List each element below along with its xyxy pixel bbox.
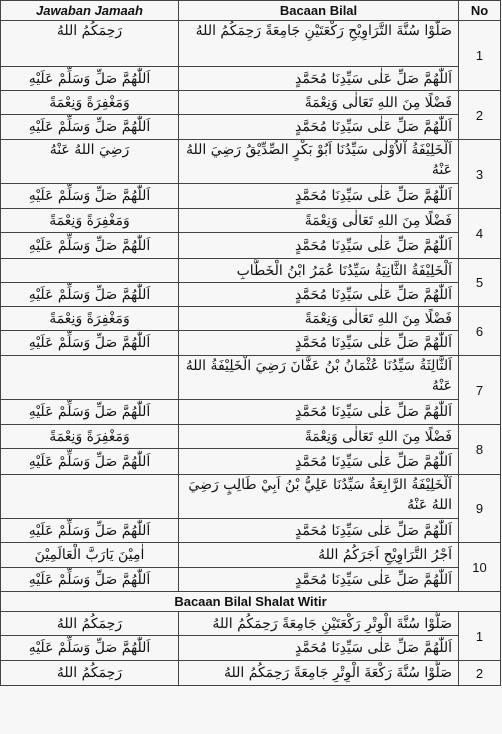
bacaan-cell: اَجْرُ التَّرَاوِيْحِ اَجَرَكُمُ اللهُ bbox=[179, 543, 459, 568]
jawaban-cell: رَحِمَكُمُ اللهُ bbox=[1, 21, 179, 67]
row-number: 1 bbox=[459, 612, 501, 661]
jawaban-cell bbox=[1, 356, 179, 400]
witir-section-row bbox=[1, 592, 501, 612]
bacaan-cell: اَللّٰهُمَّ صَلِّ عَلٰى سَيِّدِنَا مُحَمَّدٍ bbox=[179, 400, 459, 425]
row-number: 3 bbox=[459, 140, 501, 209]
table-row bbox=[1, 636, 501, 661]
jawaban-cell: اَللّٰهُمَّ صَلِّ وَسَلِّمْ عَلَيْهِ bbox=[1, 400, 179, 425]
row-number: 2 bbox=[459, 91, 501, 140]
bacaan-cell: اَللّٰهُمَّ صَلِّ عَلٰى سَيِّدِنَا مُحَمَّدٍ bbox=[179, 184, 459, 209]
jawaban-cell: رَضِيَ اللهُ عَنْهُ bbox=[1, 140, 179, 184]
bacaan-cell: فَضْلًا مِنَ اللهِ تَعَالٰى وَنِعْمَةً bbox=[179, 307, 459, 331]
table-row bbox=[1, 519, 501, 543]
jawaban-cell: اَللّٰهُمَّ صَلِّ وَسَلِّمْ عَلَيْهِ bbox=[1, 331, 179, 356]
table-row bbox=[1, 400, 501, 425]
table-row bbox=[1, 612, 501, 636]
jawaban-cell: اٰمِيْنَ يَارَبَّ الْعَالَمِيْنَ bbox=[1, 543, 179, 568]
bacaan-cell: صَلُّوْا سُنَّةَ التَّرَاوِيْحِ رَكْعَتَيْنِ جَامِعَةً رَحِمَكُمُ اللهُ bbox=[179, 21, 459, 67]
jawaban-cell: اَللّٰهُمَّ صَلِّ وَسَلِّمْ عَلَيْهِ bbox=[1, 67, 179, 91]
table-row bbox=[1, 209, 501, 233]
header-jawaban-jamaah: Jawaban Jamaah bbox=[1, 1, 179, 21]
row-number: 4 bbox=[459, 209, 501, 259]
bacaan-cell: فَضْلًا مِنَ اللهِ تَعَالٰى وَنِعْمَةً bbox=[179, 91, 459, 115]
bacaan-cell: اَللّٰهُمَّ صَلِّ عَلٰى سَيِّدِنَا مُحَمَّدٍ bbox=[179, 331, 459, 356]
table-row bbox=[1, 91, 501, 115]
table-row bbox=[1, 259, 501, 283]
bacaan-cell: اَلْخَلِيْفَةُ الرَّابِعَةُ سَيِّدُنَا عَلِيُّ بْنُ اَبِيْ طَالِبٍ رَضِيَ اللهُ عَنْهُ bbox=[179, 475, 459, 519]
witir-section-title: Bacaan Bilal Shalat Witir bbox=[1, 592, 501, 612]
jawaban-cell: وَمَغْفِرَةً وَنِعْمَةً bbox=[1, 91, 179, 115]
row-number: 10 bbox=[459, 543, 501, 592]
table-row bbox=[1, 661, 501, 686]
row-number: 2 bbox=[459, 661, 501, 686]
bacaan-cell: فَضْلًا مِنَ اللهِ تَعَالٰى وَنِعْمَةً bbox=[179, 425, 459, 449]
jawaban-cell: اَللّٰهُمَّ صَلِّ وَسَلِّمْ عَلَيْهِ bbox=[1, 283, 179, 307]
table-row bbox=[1, 283, 501, 307]
jawaban-cell: رَحِمَكُمُ اللهُ bbox=[1, 661, 179, 686]
jawaban-cell: وَمَغْفِرَةً وَنِعْمَةً bbox=[1, 209, 179, 233]
header-no: No bbox=[459, 1, 501, 21]
table-row bbox=[1, 356, 501, 400]
row-number: 1 bbox=[459, 21, 501, 91]
table-row bbox=[1, 307, 501, 331]
bacaan-cell: صَلُّوْا سُنَّةَ رَكْعَةَ الْوِتْرِ جَامِعَةً رَحِمَكُمُ اللهُ bbox=[179, 661, 459, 686]
row-number: 5 bbox=[459, 259, 501, 307]
jawaban-cell bbox=[1, 259, 179, 283]
jawaban-cell bbox=[1, 475, 179, 519]
table-row bbox=[1, 568, 501, 592]
jawaban-cell: اَللّٰهُمَّ صَلِّ وَسَلِّمْ عَلَيْهِ bbox=[1, 568, 179, 592]
bacaan-cell: اَللّٰهُمَّ صَلِّ عَلٰى سَيِّدِنَا مُحَمَّدٍ bbox=[179, 519, 459, 543]
table-row bbox=[1, 233, 501, 259]
bacaan-cell: اَللّٰهُمَّ صَلِّ عَلٰى سَيِّدِنَا مُحَمَّدٍ bbox=[179, 283, 459, 307]
jawaban-cell: وَمَغْفِرَةً وَنِعْمَةً bbox=[1, 307, 179, 331]
jawaban-cell: اَللّٰهُمَّ صَلِّ وَسَلِّمْ عَلَيْهِ bbox=[1, 519, 179, 543]
jawaban-cell: اَللّٰهُمَّ صَلِّ وَسَلِّمْ عَلَيْهِ bbox=[1, 636, 179, 661]
table-row bbox=[1, 67, 501, 91]
header-row bbox=[1, 1, 501, 21]
table-row bbox=[1, 331, 501, 356]
bacaan-cell: اَلْخَلِيْفَةُ اْلاُوْلٰى سَيِّدُنَا اَبُوْ بَكْرٍ الصِّدِّيْقُ رَضِيَ اللهُ عَنْهُ bbox=[179, 140, 459, 184]
row-number: 7 bbox=[459, 356, 501, 425]
row-number: 8 bbox=[459, 425, 501, 475]
bacaan-cell: اَللّٰهُمَّ صَلِّ عَلٰى سَيِّدِنَا مُحَمَّدٍ bbox=[179, 67, 459, 91]
bacaan-cell: اَللّٰهُمَّ صَلِّ عَلٰى سَيِّدِنَا مُحَمَّدٍ bbox=[179, 449, 459, 475]
bacaan-cell: فَضْلًا مِنَ اللهِ تَعَالٰى وَنِعْمَةً bbox=[179, 209, 459, 233]
bacaan-cell: اَللّٰهُمَّ صَلِّ عَلٰى سَيِّدِنَا مُحَمَّدٍ bbox=[179, 636, 459, 661]
jawaban-cell: وَمَغْفِرَةً وَنِعْمَةً bbox=[1, 425, 179, 449]
jawaban-cell: اَللّٰهُمَّ صَلِّ وَسَلِّمْ عَلَيْهِ bbox=[1, 449, 179, 475]
bacaan-cell: اَللّٰهُمَّ صَلِّ عَلٰى سَيِّدِنَا مُحَمَّدٍ bbox=[179, 233, 459, 259]
table-row bbox=[1, 543, 501, 568]
table-row bbox=[1, 184, 501, 209]
jawaban-cell: اَللّٰهُمَّ صَلِّ وَسَلِّمْ عَلَيْهِ bbox=[1, 115, 179, 140]
bacaan-cell: اَلْخَلِيْفَةُ الثَّانِيَةُ سَيِّدُنَا عُمَرُ ابْنُ الْخَطَّابِ bbox=[179, 259, 459, 283]
table-row bbox=[1, 115, 501, 140]
table-row bbox=[1, 140, 501, 184]
bacaan-cell: صَلُّوْا سُنَّةَ الْوِتْرِ رَكْعَتَيْنِ جَامِعَةً رَحِمَكُمُ اللهُ bbox=[179, 612, 459, 636]
row-number: 9 bbox=[459, 475, 501, 543]
table-row bbox=[1, 425, 501, 449]
jawaban-cell: رَحِمَكُمُ اللهُ bbox=[1, 612, 179, 636]
table-row bbox=[1, 449, 501, 475]
table-row bbox=[1, 21, 501, 67]
bacaan-cell: اَللّٰهُمَّ صَلِّ عَلٰى سَيِّدِنَا مُحَمَّدٍ bbox=[179, 115, 459, 140]
bacaan-cell: اَلثَّالِثَةُ سَيِّدُنَا عُثْمَانُ بْنُ عَفَّانَ رَضِيَ الْخَلِيْفَةُ اللهُ عَنْهُ bbox=[179, 356, 459, 400]
table-row bbox=[1, 475, 501, 519]
row-number: 6 bbox=[459, 307, 501, 356]
header-bacaan-bilal: Bacaan Bilal bbox=[179, 1, 459, 21]
jawaban-cell: اَللّٰهُمَّ صَلِّ وَسَلِّمْ عَلَيْهِ bbox=[1, 184, 179, 209]
bacaan-cell: اَللّٰهُمَّ صَلِّ عَلٰى سَيِّدِنَا مُحَمَّدٍ bbox=[179, 568, 459, 592]
jawaban-cell: اَللّٰهُمَّ صَلِّ وَسَلِّمْ عَلَيْهِ bbox=[1, 233, 179, 259]
